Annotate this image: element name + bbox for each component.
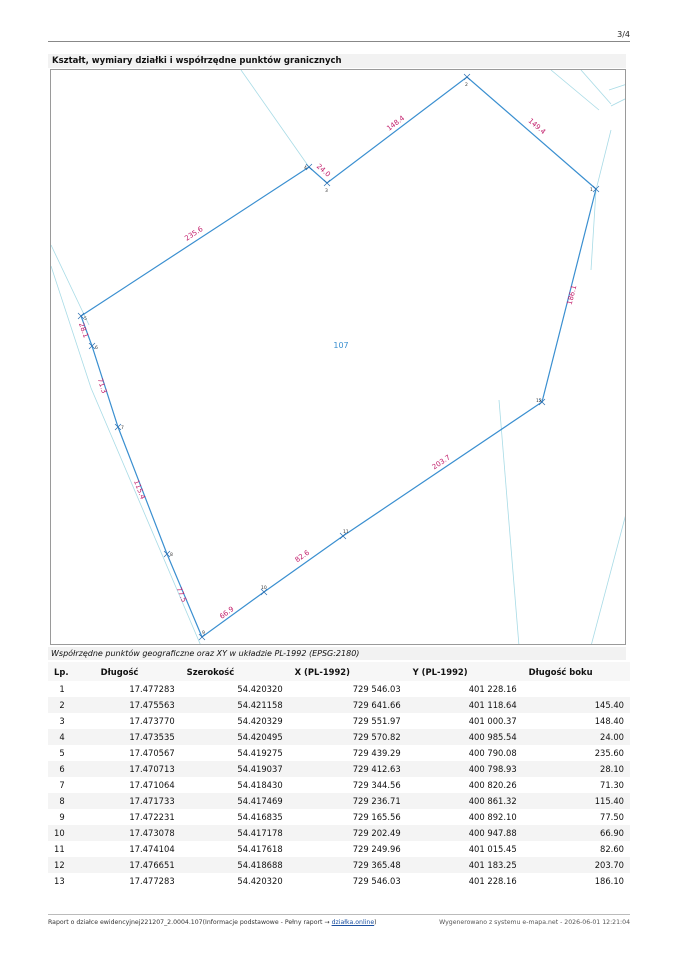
latitude-cell: 54.421158 — [181, 697, 289, 713]
latitude-cell: 54.417178 — [181, 825, 289, 841]
vertex-marker — [464, 74, 470, 80]
longitude-cell: 17.475563 — [95, 697, 181, 713]
latitude-cell: 54.419275 — [237, 748, 283, 758]
x-cell: 729 365.48 — [289, 857, 407, 873]
edge-length-label: 203.7 — [430, 453, 452, 472]
coordinates-caption: Współrzędne punktów geograficzne oraz XY w układzie PL-1992 (EPSG:2180) — [48, 647, 626, 660]
side-length-cell: 145.40 — [523, 697, 630, 713]
neighbor-boundary — [591, 510, 626, 645]
lp-cell: 1 — [59, 684, 65, 694]
footer-divider — [48, 914, 630, 915]
table-row — [48, 809, 630, 825]
y-cell: 400 947.88 — [407, 825, 523, 841]
x-cell: 729 570.82 — [289, 729, 407, 745]
vertex-label: 2 — [465, 83, 468, 88]
footer-generated: Wygenerowano z systemu e-mapa.net - 2026-06-01 12:21:04 — [439, 919, 630, 926]
y-cell: 400 985.54 — [407, 729, 523, 745]
table-row — [48, 761, 630, 777]
vertex-label: 12 — [536, 399, 542, 404]
vertex-label: 11 — [343, 530, 349, 535]
latitude-cell: 54.418430 — [237, 780, 283, 790]
longitude-cell: 17.473535 — [95, 729, 181, 745]
coordinates-table — [48, 662, 630, 889]
neighbor-boundary — [241, 70, 309, 167]
x-cell: 729 236.71 — [289, 793, 407, 809]
x-cell: 729 546.03 — [352, 684, 401, 694]
x-cell: 729 641.66 — [289, 697, 407, 713]
longitude-cell: 17.477283 — [129, 876, 175, 886]
footer-closing: ) — [374, 919, 377, 926]
latitude-cell: 54.419037 — [181, 761, 289, 777]
page-number: 3/4 — [617, 30, 630, 39]
side-length-cell — [523, 681, 630, 697]
edge-length-label: 77.5 — [174, 585, 189, 604]
lp-cell: 5 — [59, 748, 65, 758]
lp-cell: 7 — [59, 780, 65, 790]
latitude-cell: 54.416835 — [237, 812, 283, 822]
parcel-map[interactable] — [50, 69, 626, 645]
y-cell: 400 790.08 — [468, 748, 517, 758]
vertex-label: 5 — [84, 317, 87, 322]
edge-length-label: 186.1 — [565, 284, 579, 306]
table-row — [48, 857, 630, 873]
y-cell: 401 000.37 — [468, 716, 517, 726]
vertex-label: 10 — [261, 586, 267, 591]
lp-cell: 10 — [48, 825, 95, 841]
edge-length-label: 66.9 — [218, 605, 236, 621]
table-row — [48, 825, 630, 841]
longitude-cell: 17.476651 — [95, 857, 181, 873]
vertex-label: 1 — [590, 188, 593, 193]
header-lp: Lp. — [48, 662, 95, 681]
vertex-marker — [306, 164, 312, 170]
lp-cell: 3 — [59, 716, 65, 726]
edge-length-label: 24.0 — [314, 162, 332, 179]
table-header-row — [48, 662, 630, 681]
side-length-cell: 82.60 — [600, 844, 624, 854]
footer-report — [48, 919, 377, 926]
table-row — [48, 793, 630, 809]
header-longitude: Długość — [95, 662, 181, 681]
side-length-cell: 115.40 — [523, 793, 630, 809]
section-title: Kształt, wymiary działki i współrzędne punktów granicznych — [48, 54, 626, 68]
edge-length-label: 148.4 — [385, 114, 407, 133]
latitude-cell: 54.420329 — [237, 716, 283, 726]
table-row — [48, 713, 630, 729]
x-cell: 729 344.56 — [352, 780, 401, 790]
edge-length-label: 28.1 — [76, 321, 90, 340]
header-y: Y (PL-1992) — [407, 662, 523, 681]
footer-report-text: Raport o działce ewidencyjnej221207_2.0004.107(Informacje podstawowe - Pełny raport → — [48, 919, 332, 926]
longitude-cell: 17.473770 — [129, 716, 175, 726]
edge-length-label: 115.4 — [132, 478, 147, 501]
lp-cell: 12 — [48, 857, 95, 873]
y-cell: 400 861.32 — [407, 793, 523, 809]
side-length-cell: 186.10 — [594, 876, 624, 886]
side-length-cell: 28.10 — [523, 761, 630, 777]
lp-cell: 8 — [48, 793, 95, 809]
lp-cell: 2 — [48, 697, 95, 713]
lp-cell: 6 — [48, 761, 95, 777]
side-length-cell: 148.40 — [594, 716, 624, 726]
longitude-cell: 17.470713 — [95, 761, 181, 777]
vertex-label: 7 — [121, 426, 124, 431]
table-row — [48, 745, 630, 761]
y-cell: 401 183.25 — [407, 857, 523, 873]
vertex-label: 4 — [304, 166, 307, 171]
side-length-cell: 71.30 — [600, 780, 624, 790]
x-cell: 729 165.56 — [352, 812, 401, 822]
header-latitude: Szerokość — [181, 662, 289, 681]
y-cell: 401 015.45 — [468, 844, 517, 854]
lp-cell: 4 — [48, 729, 95, 745]
vertex-label: 9 — [202, 631, 205, 636]
table-row — [48, 777, 630, 793]
vertex-label: 6 — [95, 346, 98, 351]
lp-cell: 9 — [59, 812, 65, 822]
x-cell: 729 439.29 — [352, 748, 401, 758]
side-length-cell: 24.00 — [523, 729, 630, 745]
side-length-cell: 235.60 — [594, 748, 624, 758]
longitude-cell: 17.473078 — [95, 825, 181, 841]
neighbor-boundary — [51, 245, 89, 325]
edge-length-label: 235.6 — [183, 224, 205, 243]
latitude-cell: 54.420320 — [237, 684, 283, 694]
x-cell: 729 551.97 — [352, 716, 401, 726]
table-row — [48, 841, 630, 857]
neighbor-boundary — [499, 400, 519, 645]
longitude-cell: 17.470567 — [129, 748, 175, 758]
y-cell: 401 118.64 — [407, 697, 523, 713]
y-cell: 400 892.10 — [468, 812, 517, 822]
side-length-cell: 203.70 — [523, 857, 630, 873]
longitude-cell: 17.471733 — [95, 793, 181, 809]
latitude-cell: 54.420495 — [181, 729, 289, 745]
vertex-label: 3 — [325, 189, 328, 194]
x-cell: 729 546.03 — [352, 876, 401, 886]
lp-cell: 13 — [54, 876, 65, 886]
x-cell: 729 249.96 — [352, 844, 401, 854]
side-length-cell: 77.50 — [600, 812, 624, 822]
y-cell: 401 228.16 — [468, 684, 517, 694]
longitude-cell: 17.471064 — [129, 780, 175, 790]
parcel-boundary[interactable] — [81, 77, 596, 637]
y-cell: 400 798.93 — [407, 761, 523, 777]
latitude-cell: 54.420320 — [237, 876, 283, 886]
neighbor-boundary — [609, 84, 626, 90]
vertex-marker — [324, 180, 330, 186]
footer-link[interactable]: działka.online — [331, 919, 375, 926]
y-cell: 401 228.16 — [468, 876, 517, 886]
latitude-cell: 54.417469 — [181, 793, 289, 809]
neighbor-boundary — [611, 98, 626, 106]
side-length-cell: 66.90 — [523, 825, 630, 841]
table-row — [48, 729, 630, 745]
longitude-cell: 17.472231 — [129, 812, 175, 822]
lp-cell: 11 — [54, 844, 65, 854]
longitude-cell: 17.477283 — [129, 684, 175, 694]
header-side-length: Długość boku — [523, 662, 630, 681]
longitude-cell: 17.474104 — [129, 844, 175, 854]
neighbor-boundary — [551, 70, 599, 110]
edge-length-label: 149.4 — [526, 116, 548, 137]
x-cell: 729 202.49 — [289, 825, 407, 841]
latitude-cell: 54.418688 — [181, 857, 289, 873]
x-cell: 729 412.63 — [289, 761, 407, 777]
neighbor-boundary — [591, 130, 611, 270]
vertex-label: 8 — [170, 553, 173, 558]
header-x: X (PL-1992) — [289, 662, 407, 681]
header-divider — [48, 41, 630, 42]
parcel-number-label: 107 — [333, 341, 349, 350]
edge-length-label: 71.3 — [95, 377, 109, 395]
table-row — [48, 873, 630, 889]
y-cell: 400 820.26 — [468, 780, 517, 790]
table-row — [48, 681, 630, 697]
table-row — [48, 697, 630, 713]
edge-length-label: 82.6 — [293, 548, 312, 565]
latitude-cell: 54.417618 — [237, 844, 283, 854]
